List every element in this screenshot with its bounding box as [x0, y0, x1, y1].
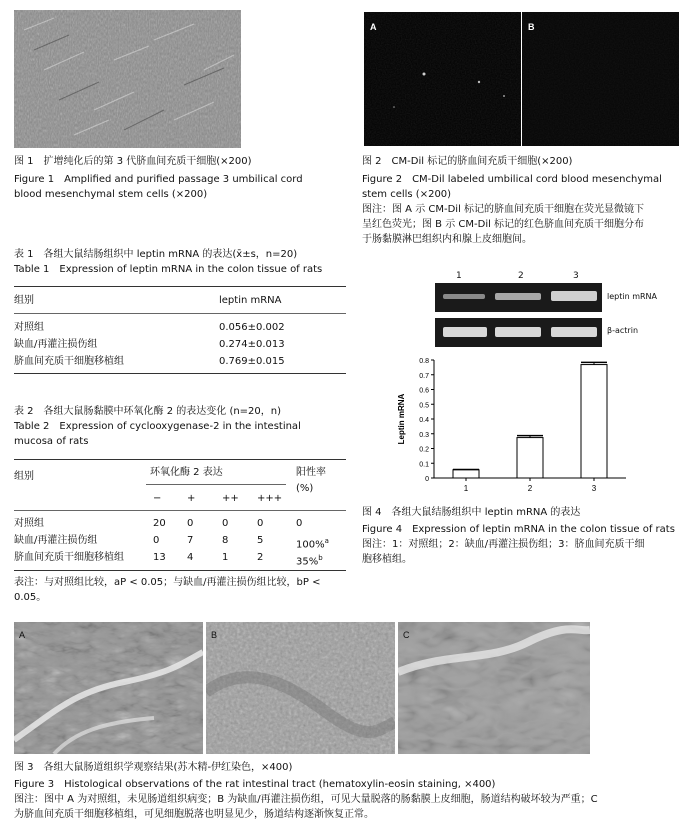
x-tick-label: 2	[527, 484, 533, 493]
figure2-panel-a	[364, 12, 521, 146]
table1-row3-value: 0.769±0.015	[219, 356, 285, 367]
table2-title-en-1: Table 2 Expression of cyclooxygenase-2 in the intestinal	[14, 421, 301, 432]
y-tick-label: 0.5	[419, 402, 429, 410]
table2-header-rate-2: (%)	[296, 483, 314, 494]
table2-subheader-p1: +	[187, 493, 196, 504]
table2-row2-c2: 8	[222, 535, 229, 546]
figure4-caption-cn: 图 4 各组大鼠结肠组织中 leptin mRNA 的表达	[362, 507, 581, 518]
table1-row2-value: 0.274±0.013	[219, 339, 285, 350]
y-tick-label: 0.3	[419, 431, 429, 439]
table2-row3-group: 脐血间充质干细胞移植组	[14, 552, 124, 563]
figure4-note-1: 图注：1：对照组；2：缺血/再灌注损伤组；3：脐血间充质干细	[362, 539, 645, 550]
figure1-micrograph	[14, 10, 241, 148]
table2-subheader-p3: +++	[257, 493, 283, 504]
table2-row2-rate	[296, 534, 329, 552]
figure3-panel-b	[206, 622, 395, 754]
table2-row2-c3: 5	[257, 535, 264, 546]
y-tick-label: 0.1	[419, 461, 429, 469]
table2-row1-rate: 0	[296, 518, 303, 529]
table1-row1-value: 0.056±0.002	[219, 322, 285, 333]
figure1-caption-en-1: Figure 1 Amplified and purified passage 3 umbilical cord	[14, 174, 303, 185]
table1-mid-rule	[14, 313, 346, 314]
figure3-caption-cn: 图 3 各组大鼠肠道组织学观察结果(苏木精-伊红染色，×400)	[14, 762, 293, 773]
table2-bottom-rule	[14, 570, 346, 571]
figure4-note-2: 胞移植组。	[362, 554, 412, 565]
table2-row1-c1: 0	[187, 518, 194, 529]
table2-subheader-p2: ++	[222, 493, 239, 504]
figure1-caption-en-2: blood mesenchymal stem cells (×200)	[14, 189, 208, 200]
figure3-caption-en: Figure 3 Histological observations of the rat intestinal tract (hematoxylin-eosin staining, ×400)	[14, 779, 496, 790]
y-axis-label: Leptin mRNA	[397, 393, 406, 445]
figure1-caption	[14, 154, 344, 202]
figure2-note-2: 呈红色荧光；图 B 示 CM-Dil 标记的红色脐血间充质干细胞分布	[362, 219, 645, 230]
figure2-caption	[362, 154, 688, 247]
gel-lane-label-1: 1	[456, 271, 462, 281]
bar	[517, 438, 543, 478]
figure3-note-1: 图注：图中 A 为对照组，未见肠道组织病变；B 为缺血/再灌注损伤组，可见大量脱落的肠黏膜上皮细胞，肠道结构破坏较为严重；C	[14, 794, 598, 805]
table2-title-cn: 表 2 各组大鼠肠黏膜中环氧化酶 2 的表达变化 (n=20，n)	[14, 406, 282, 417]
leptin-bar-chart	[390, 352, 640, 500]
table2-mid-rule	[14, 510, 346, 511]
table2-row3-rate-value: 35%	[296, 556, 319, 568]
gel-leptin-band-strip	[435, 283, 602, 312]
table2-row3-c0: 13	[153, 552, 166, 563]
table2-row1-c0: 20	[153, 518, 166, 529]
table1-row2-group: 缺血/再灌注损伤组	[14, 339, 98, 350]
gel-actin-band-2	[495, 327, 541, 337]
figure3-panel-b-image	[206, 622, 395, 754]
figure3-panel-c	[398, 622, 590, 754]
gel-actin-band-3	[551, 327, 597, 337]
table2-note-2: 0.05。	[14, 592, 47, 603]
gel-actin-label: β-actrin	[607, 326, 639, 335]
y-tick-label: 0.2	[419, 446, 429, 454]
figure2-note-3: 于肠黏膜淋巴组织内和腺上皮细胞间。	[362, 234, 532, 245]
table2-subheader-neg: −	[153, 493, 162, 504]
x-tick-label: 3	[591, 484, 597, 493]
y-tick-label: 0.8	[419, 358, 429, 365]
y-tick-label: 0.7	[419, 372, 429, 380]
y-tick-label: 0	[425, 476, 429, 483]
gel-actin-band-1	[443, 327, 487, 337]
figure1-image	[14, 10, 241, 148]
figure3-panel-a	[14, 622, 203, 754]
table2-header-rate-1: 阳性率	[296, 467, 326, 478]
table1-title	[14, 247, 354, 277]
y-tick-label: 0.6	[419, 387, 429, 395]
table2-span-rule	[146, 484, 286, 485]
figure2-caption-en-2: stem cells (×200)	[362, 189, 452, 200]
table1-row3-group: 脐血间充质干细胞移植组	[14, 356, 124, 367]
gel-lane-label-3: 3	[573, 271, 579, 281]
x-tick-label: 1	[463, 484, 469, 493]
figure2-caption-en-1: Figure 2 CM-Dil labeled umbilical cord blood mesenchymal	[362, 174, 662, 185]
table2-top-rule	[14, 459, 346, 460]
table2-row3-c3: 2	[257, 552, 264, 563]
table2-row3-rate-sup: b	[318, 554, 323, 562]
figure2-panel-b-image	[522, 12, 679, 146]
table2-header-group: 组别	[14, 471, 34, 482]
table2-row1-c2: 0	[222, 518, 229, 529]
table1-title-en: Table 1 Expression of leptin mRNA in the colon tissue of rats	[14, 264, 323, 275]
table2-row3-rate	[296, 551, 323, 569]
figure4-caption	[362, 505, 688, 567]
gel-leptin-band-1	[443, 294, 485, 299]
gel-leptin-band-3	[551, 291, 597, 301]
table1-bottom-rule	[14, 373, 346, 374]
table1-top-rule	[14, 286, 346, 287]
figure3-panel-a-label: A	[19, 630, 26, 640]
table2-row2-c1: 7	[187, 535, 194, 546]
gel-actin-band-strip	[435, 318, 602, 347]
figure2-panel-a-image	[364, 12, 521, 146]
table2-row3-c1: 4	[187, 552, 194, 563]
table2-header-expr: 环氧化酶 2 表达	[150, 467, 223, 478]
table1-title-cn: 表 1 各组大鼠结肠组织中 leptin mRNA 的表达(x̄±s，n=20)	[14, 249, 298, 260]
figure2-note-1: 图注：图 A 示 CM-Dil 标记的脐血间充质干细胞在荧光显微镜下	[362, 204, 645, 215]
table1-header-group: 组别	[14, 295, 34, 306]
table2-note-1: 表注：与对照组比较，aP < 0.05；与缺血/再灌注损伤组比较，bP <	[14, 577, 321, 588]
table1-row1-group: 对照组	[14, 322, 44, 333]
table2-row2-group: 缺血/再灌注损伤组	[14, 535, 98, 546]
figure2-caption-cn: 图 2 CM-Dil 标记的脐血间充质干细胞(×200)	[362, 156, 573, 167]
bar	[581, 365, 607, 478]
table2-row2-c0: 0	[153, 535, 160, 546]
figure3-panel-b-label: B	[211, 630, 218, 640]
bar	[453, 470, 479, 478]
table2-row2-rate-sup: a	[324, 537, 329, 545]
gel-lane-label-2: 2	[518, 271, 524, 281]
figure2-panel-b-label: B	[528, 22, 535, 32]
figure3-panel-c-label: C	[403, 630, 410, 640]
figure3-note-2: 为脐血间充质干细胞移植组，可见细胞脱落也明显见少，肠道结构逐渐恢复正常。	[14, 809, 374, 820]
figure3-panel-c-image	[398, 622, 590, 754]
table2-row3-c2: 1	[222, 552, 229, 563]
table2-title-en-2: mucosa of rats	[14, 436, 89, 447]
table2-row2-rate-value: 100%	[296, 539, 325, 551]
gel-leptin-label: leptin mRNA	[607, 292, 658, 301]
table2-row1-group: 对照组	[14, 518, 44, 529]
figure3-caption	[14, 760, 686, 822]
table2-title	[14, 404, 354, 449]
gel-leptin-band-2	[495, 293, 541, 300]
table2-note	[14, 575, 354, 605]
table1-header-value: leptin mRNA	[219, 295, 282, 306]
figure2-panel-b	[522, 12, 679, 146]
table2-row1-c3: 0	[257, 518, 264, 529]
figure1-caption-cn: 图 1 扩增纯化后的第 3 代脐血间充质干细胞(×200)	[14, 156, 252, 167]
y-tick-label: 0.4	[419, 417, 429, 424]
figure3-panel-a-image	[14, 622, 203, 754]
figure4-caption-en: Figure 4 Expression of leptin mRNA in the colon tissue of rats	[362, 524, 675, 535]
figure2-panel-a-label: A	[370, 22, 377, 32]
